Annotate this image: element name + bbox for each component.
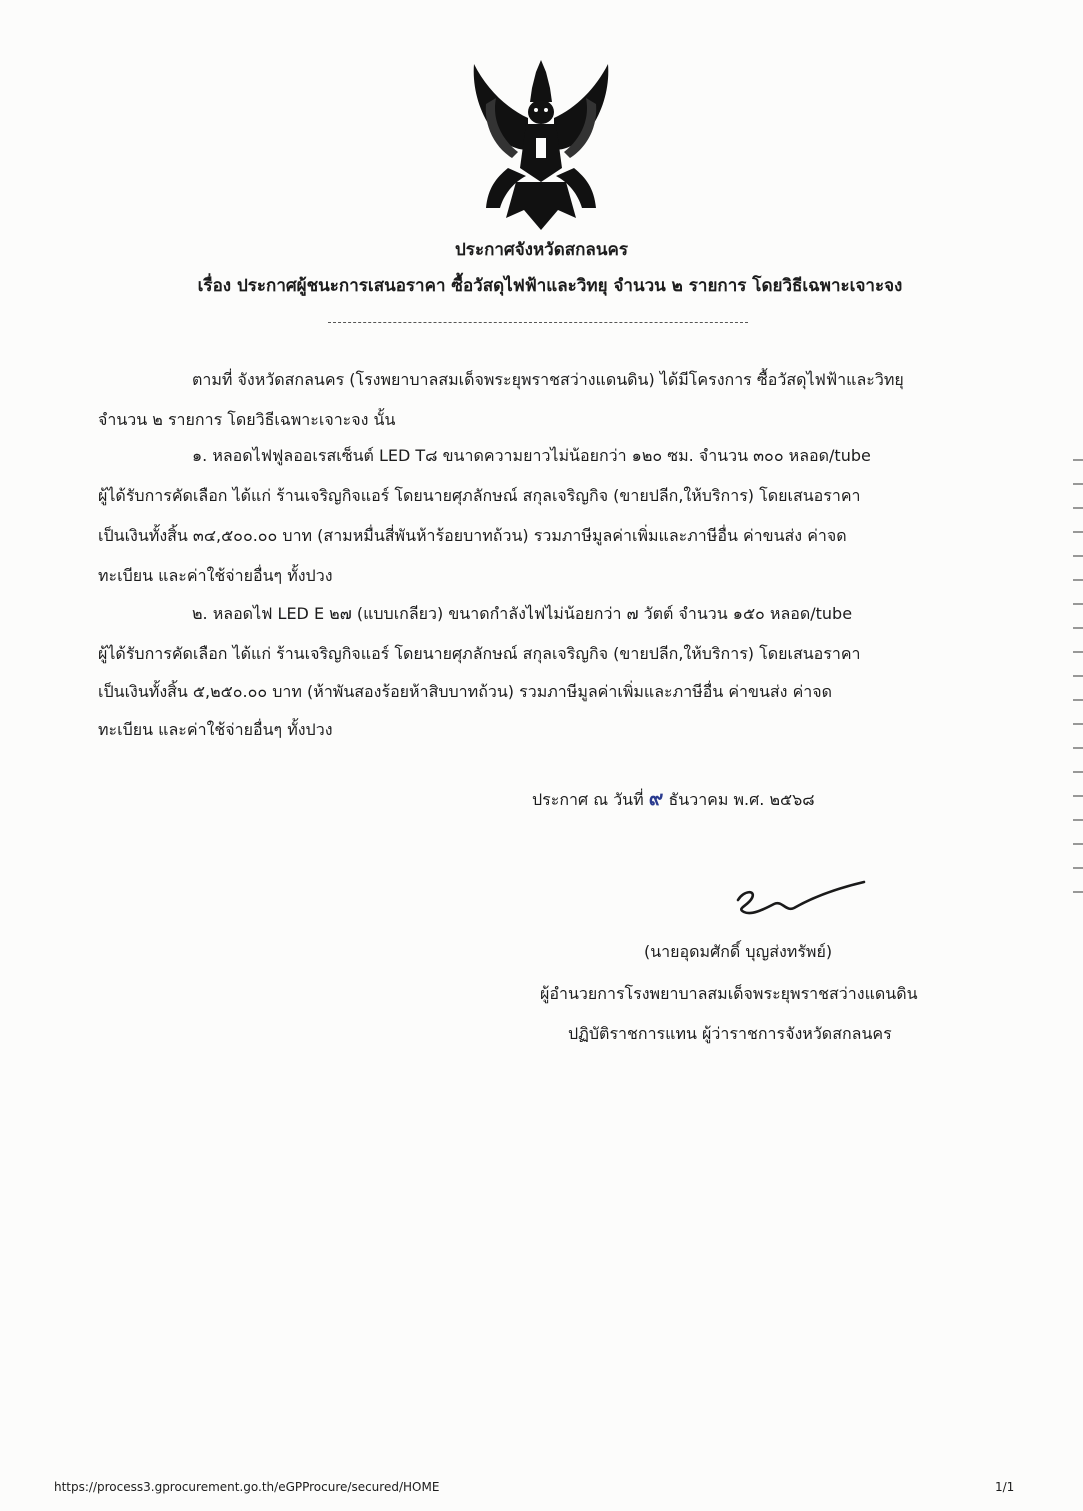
announcement-date xyxy=(532,782,815,814)
item-1-line-1: ๑. หลอดไฟฟูลออเรสเซ็นต์ LED T๘ ขนาดความยาวไม่น้อยกว่า ๑๒๐ ซม. จำนวน ๓๐๐ หลอด/tube xyxy=(192,446,871,465)
item-1-line-2: ผู้ได้รับการคัดเลือก ได้แก่ ร้านเจริญกิจแอร์ โดยนายศุภลักษณ์ สกุลเจริญกิจ (ขายปลีก,ให้บริการ) โดยเสนอราคา xyxy=(98,486,861,505)
date-day: ๙ xyxy=(648,786,664,810)
date-rest: ธันวาคม พ.ศ. ๒๕๖๘ xyxy=(668,790,815,809)
item-2-line-3: เป็นเงินทั้งสิ้น ๕,๒๕๐.๐๐ บาท (ห้าพันสองร้อยห้าสิบบาทถ้วน) รวมภาษีมูลค่าเพิ่มและภาษีอื่น ค่าขนส่ง ค่าจด xyxy=(98,682,833,701)
item-2-line-4: ทะเบียน และค่าใช้จ่ายอื่นๆ ทั้งปวง xyxy=(98,720,333,739)
intro-line-1: ตามที่ จังหวัดสกลนคร (โรงพยาบาลสมเด็จพระยุพราชสว่างแดนดิน) ได้มีโครงการ ซื้อวัสดุไฟฟ้าและวิทยุ xyxy=(192,370,904,389)
item-2-line-2: ผู้ได้รับการคัดเลือก ได้แก่ ร้านเจริญกิจแอร์ โดยนายศุภลักษณ์ สกุลเจริญกิจ (ขายปลีก,ให้บริการ) โดยเสนอราคา xyxy=(98,644,861,663)
document-title: ประกาศจังหวัดสกลนคร xyxy=(455,240,628,260)
intro-line-2: จำนวน ๒ รายการ โดยวิธีเฉพาะเจาะจง นั้น xyxy=(98,410,396,429)
item-1-line-3: เป็นเงินทั้งสิ้น ๓๔,๕๐๐.๐๐ บาท (สามหมื่นสี่พันห้าร้อยบาทถ้วน) รวมภาษีมูลค่าเพิ่มและภาษีอื่น ค่าขนส่ง ค่าจด xyxy=(98,526,847,545)
document-subject: เรื่อง ประกาศผู้ชนะการเสนอราคา ซื้อวัสดุไฟฟ้าและวิทยุ จำนวน ๒ รายการ โดยวิธีเฉพาะเจาะจง xyxy=(197,276,903,296)
title-divider xyxy=(328,322,748,323)
signer-acting: ปฏิบัติราชการแทน ผู้ว่าราชการจังหวัดสกลนคร xyxy=(568,1024,892,1043)
page-edge-marks xyxy=(1068,450,1083,910)
signer-name: (นายอุดมศักดิ์ บุญส่งทรัพย์) xyxy=(644,942,833,961)
garuda-emblem-icon xyxy=(466,58,616,234)
date-prefix: ประกาศ ณ วันที่ xyxy=(532,790,644,809)
item-1-line-4: ทะเบียน และค่าใช้จ่ายอื่นๆ ทั้งปวง xyxy=(98,566,333,585)
handwritten-signature-icon xyxy=(730,878,870,922)
item-2-line-1: ๒. หลอดไฟ LED E ๒๗ (แบบเกลียว) ขนาดกำลังไฟไม่น้อยกว่า ๗ วัตต์ จำนวน ๑๕๐ หลอด/tube xyxy=(192,604,853,623)
footer-url: https://process3.gprocurement.go.th/eGPProcure/secured/HOME xyxy=(54,1480,440,1494)
signer-position: ผู้อำนวยการโรงพยาบาลสมเด็จพระยุพราชสว่างแดนดิน xyxy=(540,984,918,1003)
footer-page-number: 1/1 xyxy=(995,1480,1015,1494)
